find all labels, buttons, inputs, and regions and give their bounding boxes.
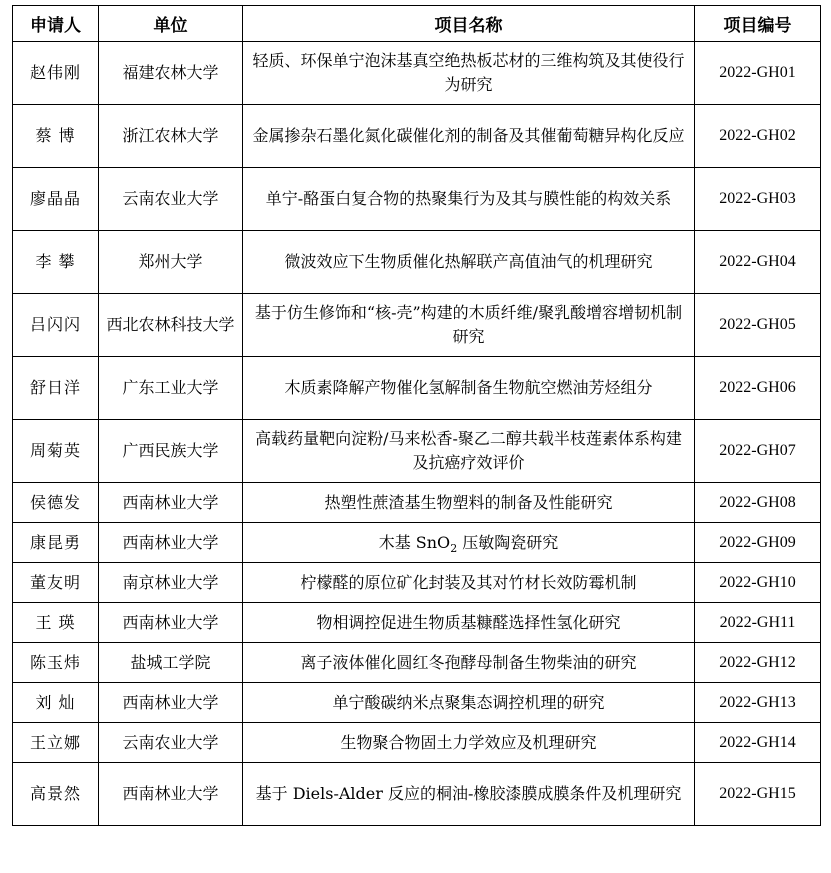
unit-cell: 西南林业大学 [99, 763, 243, 826]
project-name-subscript: 2 [450, 541, 458, 555]
project-name-cell: 柠檬醛的原位矿化封装及其对竹材长效防霉机制 [243, 563, 695, 603]
applicant-cell: 康昆勇 [13, 523, 99, 563]
unit-cell: 西南林业大学 [99, 523, 243, 563]
project-code-cell: 2022-GH01 [695, 42, 821, 105]
project-code-cell: 2022-GH08 [695, 483, 821, 523]
project-name-cell: 高载药量靶向淀粉/马来松香-聚乙二醇共载半枝莲素体系构建及抗癌疗效评价 [243, 420, 695, 483]
unit-cell: 广西民族大学 [99, 420, 243, 483]
applicant-cell: 吕闪闪 [13, 294, 99, 357]
table-row [13, 420, 821, 483]
table-row [13, 168, 821, 231]
table-row [13, 357, 821, 420]
table-row [13, 603, 821, 643]
project-name-cell: 生物聚合物固土力学效应及机理研究 [243, 723, 695, 763]
unit-cell: 福建农林大学 [99, 42, 243, 105]
project-code-cell: 2022-GH13 [695, 683, 821, 723]
header-project-code: 项目编号 [695, 6, 821, 42]
project-name-cell: 物相调控促进生物质基糠醛选择性氢化研究 [243, 603, 695, 643]
applicant-cell: 赵伟刚 [13, 42, 99, 105]
project-name-prefix: 木基 SnO [378, 532, 451, 552]
applicant-cell: 李 攀 [13, 231, 99, 294]
project-code-cell: 2022-GH15 [695, 763, 821, 826]
applicant-cell: 周菊英 [13, 420, 99, 483]
project-code-cell: 2022-GH04 [695, 231, 821, 294]
header-unit: 单位 [99, 6, 243, 42]
table-row [13, 231, 821, 294]
table-row [13, 42, 821, 105]
project-name-cell: 基于仿生修饰和“核-壳”构建的木质纤维/聚乳酸增容增韧机制研究 [243, 294, 695, 357]
project-name-cell: 基于 Diels-Alder 反应的桐油-橡胶漆膜成膜条件及机理研究 [243, 763, 695, 826]
project-code-cell: 2022-GH05 [695, 294, 821, 357]
unit-cell: 西北农林科技大学 [99, 294, 243, 357]
project-name-cell: 单宁酸碳纳米点聚集态调控机理的研究 [243, 683, 695, 723]
unit-cell: 云南农业大学 [99, 723, 243, 763]
project-code-cell: 2022-GH14 [695, 723, 821, 763]
project-name-cell: 单宁-酪蛋白复合物的热聚集行为及其与膜性能的构效关系 [243, 168, 695, 231]
table-row [13, 483, 821, 523]
project-code-cell: 2022-GH11 [695, 603, 821, 643]
table-row [13, 105, 821, 168]
applicant-cell: 侯德发 [13, 483, 99, 523]
project-code-cell: 2022-GH06 [695, 357, 821, 420]
applicant-cell: 蔡 博 [13, 105, 99, 168]
table-row [13, 294, 821, 357]
table-row [13, 523, 821, 563]
project-code-cell: 2022-GH12 [695, 643, 821, 683]
applicant-cell: 刘 灿 [13, 683, 99, 723]
project-code-cell: 2022-GH07 [695, 420, 821, 483]
applicant-cell: 舒日洋 [13, 357, 99, 420]
unit-cell: 云南农业大学 [99, 168, 243, 231]
header-applicant: 申请人 [13, 6, 99, 42]
project-name-suffix: 压敏陶瓷研究 [457, 532, 559, 552]
project-name-cell: 微波效应下生物质催化热解联产高值油气的机理研究 [243, 231, 695, 294]
applicant-cell: 王 瑛 [13, 603, 99, 643]
applicant-cell: 高景然 [13, 763, 99, 826]
unit-cell: 西南林业大学 [99, 683, 243, 723]
unit-cell: 南京林业大学 [99, 563, 243, 603]
project-name-cell: 轻质、环保单宁泡沫基真空绝热板芯材的三维构筑及其使役行为研究 [243, 42, 695, 105]
applicant-cell: 廖晶晶 [13, 168, 99, 231]
applicant-cell: 王立娜 [13, 723, 99, 763]
project-code-cell: 2022-GH02 [695, 105, 821, 168]
table-header-row [13, 6, 821, 42]
project-code-cell: 2022-GH10 [695, 563, 821, 603]
table-row [13, 683, 821, 723]
project-table [12, 5, 821, 826]
project-name-cell: 木质素降解产物催化氢解制备生物航空燃油芳烃组分 [243, 357, 695, 420]
project-code-cell: 2022-GH09 [695, 523, 821, 563]
applicant-cell: 陈玉炜 [13, 643, 99, 683]
unit-cell: 盐城工学院 [99, 643, 243, 683]
table-row [13, 723, 821, 763]
unit-cell: 郑州大学 [99, 231, 243, 294]
project-name-cell: 离子液体催化圆红冬孢酵母制备生物柴油的研究 [243, 643, 695, 683]
unit-cell: 广东工业大学 [99, 357, 243, 420]
project-name-cell [243, 523, 695, 563]
table-row [13, 763, 821, 826]
unit-cell: 西南林业大学 [99, 603, 243, 643]
project-name-cell: 金属掺杂石墨化氮化碳催化剂的制备及其催葡萄糖异构化反应 [243, 105, 695, 168]
applicant-cell: 董友明 [13, 563, 99, 603]
project-name-cell: 热塑性蔗渣基生物塑料的制备及性能研究 [243, 483, 695, 523]
unit-cell: 西南林业大学 [99, 483, 243, 523]
table-row [13, 643, 821, 683]
unit-cell: 浙江农林大学 [99, 105, 243, 168]
header-project-name: 项目名称 [243, 6, 695, 42]
project-code-cell: 2022-GH03 [695, 168, 821, 231]
table-row [13, 563, 821, 603]
